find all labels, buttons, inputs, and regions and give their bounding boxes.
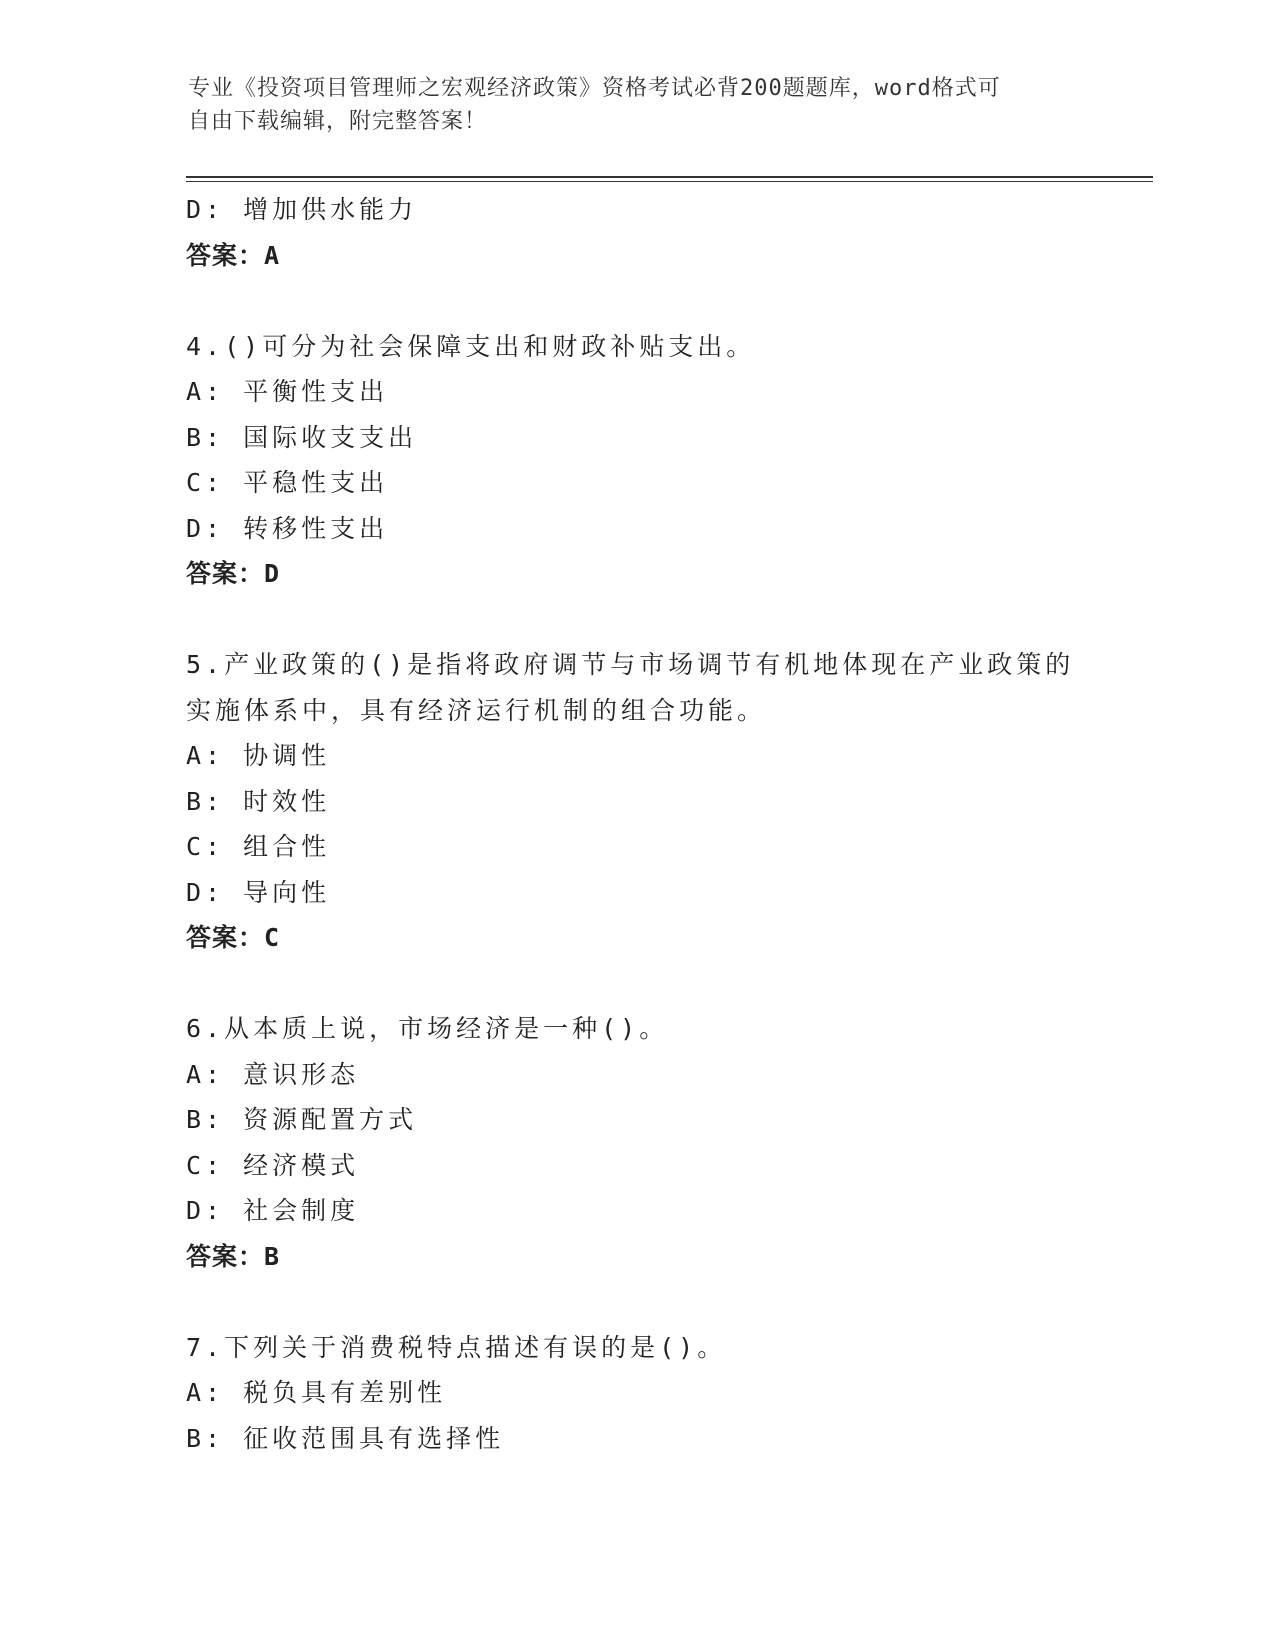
answer-label: 答案：B [186, 1241, 281, 1271]
question-stem-line-1: 5.产业政策的()是指将政府调节与市场调节有机地体现在产业政策的 [186, 650, 1075, 679]
option-c: C: 经济模式 [186, 1150, 360, 1180]
option-d: D: 转移性支出 [186, 513, 389, 543]
option-b: B: 资源配置方式 [186, 1105, 418, 1134]
answer-label: 答案：D [186, 559, 281, 588]
option-d: D: 社会制度 [186, 1196, 360, 1225]
question-6 [186, 1006, 1086, 1279]
question-stem: 4.()可分为社会保障支出和财政补贴支出。 [186, 331, 756, 361]
question-list [186, 187, 1086, 1461]
spacer [186, 278, 1086, 324]
question-4 [186, 324, 1086, 597]
header-divider-thin [186, 181, 1153, 182]
option-b: B: 征收范围具有选择性 [186, 1423, 505, 1453]
question-stem: 7.下列关于消费税特点描述有误的是()。 [186, 1332, 727, 1362]
option-b: B: 国际收支支出 [186, 422, 418, 452]
question-7 [186, 1325, 1086, 1462]
header-line-1: 专业《投资项目管理师之宏观经济政策》资格考试必背200题题库，word格式可 [188, 76, 1001, 101]
question-5 [186, 642, 1086, 961]
header-divider-thick [186, 176, 1153, 178]
option-d: D: 导向性 [186, 877, 331, 907]
option-a: A: 税负具有差别性 [186, 1378, 447, 1407]
spacer [186, 1279, 1086, 1325]
option-b: B: 时效性 [186, 786, 331, 816]
header-line-2: 自由下载编辑，附完整答案！ [188, 109, 488, 134]
option-a: A: 平衡性支出 [186, 377, 389, 406]
option-c: C: 平稳性支出 [186, 468, 389, 497]
option-a: A: 协调性 [186, 741, 331, 770]
option-a: A: 意识形态 [186, 1059, 360, 1089]
question-stem: 6.从本质上说，市场经济是一种()。 [186, 1014, 669, 1043]
option-c: C: 组合性 [186, 832, 331, 861]
question-stem-line-2: 实施体系中，具有经济运行机制的组合功能。 [186, 695, 767, 725]
document-header [188, 72, 1068, 138]
option-d: D: 增加供水能力 [186, 195, 418, 224]
answer-label: 答案：A [186, 240, 281, 270]
spacer [186, 961, 1086, 1007]
spacer [186, 597, 1086, 643]
answer-label: 答案：C [186, 923, 281, 952]
